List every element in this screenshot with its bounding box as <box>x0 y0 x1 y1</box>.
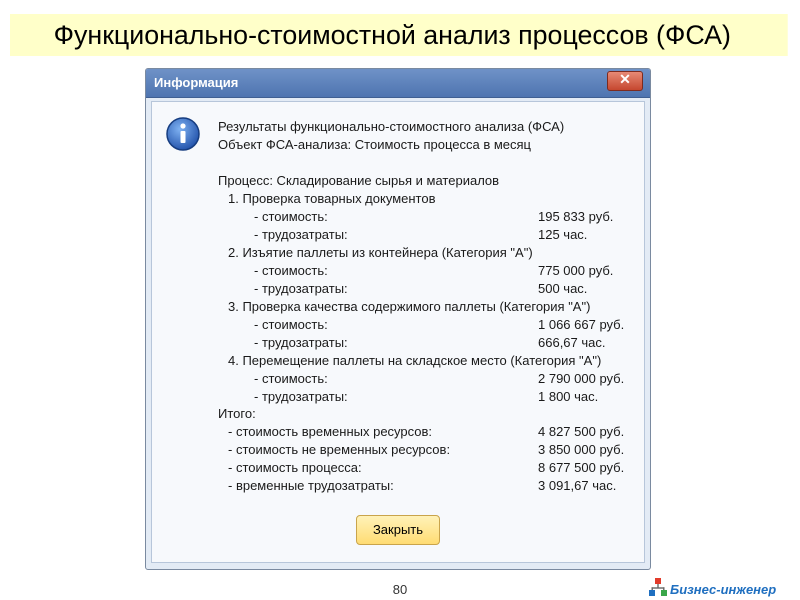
message-value: 2 790 000 руб. <box>538 371 625 386</box>
message-value: 666,67 час. <box>538 335 606 350</box>
message-line: - стоимость временных ресурсов: <box>228 424 433 439</box>
brand-name: Бизнес-инженер <box>670 582 777 597</box>
dialog-close-button[interactable] <box>607 71 643 91</box>
message-line: 3. Проверка качества содержимого паллеты (Категория "А") <box>228 299 591 314</box>
message-line: 4. Перемещение паллеты на складское место (Категория "А") <box>228 353 602 368</box>
page-number: 80 <box>392 582 408 597</box>
message-line: Итого: <box>218 406 256 421</box>
message-value: 775 000 руб. <box>538 263 614 278</box>
message-value: 125 час. <box>538 227 588 242</box>
info-icon <box>165 116 201 152</box>
message-line: - трудозатраты: <box>254 335 348 350</box>
message-value: 8 677 500 руб. <box>538 460 625 475</box>
message-line: 1. Проверка товарных документов <box>228 191 436 206</box>
message-line: - стоимость: <box>254 371 328 386</box>
dialog-title: Информация <box>154 75 239 90</box>
message-line: - трудозатраты: <box>254 281 348 296</box>
message-line: - стоимость: <box>254 209 328 224</box>
close-dialog-button[interactable]: Закрыть <box>356 515 440 545</box>
message-line: Объект ФСА-анализа: Стоимость процесса в месяц <box>218 137 532 152</box>
message-line: - стоимость не временных ресурсов: <box>228 442 451 457</box>
slide-title: Функционально-стоимостной анализ процессов (ФСА) <box>10 14 788 56</box>
message-line: Процесс: Складирование сырья и материалов <box>218 173 500 188</box>
message-value: 1 066 667 руб. <box>538 317 625 332</box>
message-line: - трудозатраты: <box>254 389 348 404</box>
message-value: 195 833 руб. <box>538 209 614 224</box>
message-value: 1 800 час. <box>538 389 599 404</box>
message-line: - стоимость: <box>254 317 328 332</box>
brand-logo-icon <box>648 577 668 597</box>
message-value: 3 850 000 руб. <box>538 442 625 457</box>
message-value: 500 час. <box>538 281 588 296</box>
message-line: - трудозатраты: <box>254 227 348 242</box>
message-value: 3 091,67 час. <box>538 478 617 493</box>
message-line: - временные трудозатраты: <box>228 478 394 493</box>
message-line: - стоимость: <box>254 263 328 278</box>
close-icon: ✕ <box>619 71 631 87</box>
message-line: Результаты функционально-стоимостного анализа (ФСА) <box>218 119 565 134</box>
message-line: - стоимость процесса: <box>228 460 362 475</box>
message-line: 2. Изъятие паллеты из контейнера (Категория "А") <box>228 245 533 260</box>
message-value: 4 827 500 руб. <box>538 424 625 439</box>
dialog-titlebar[interactable] <box>146 69 650 98</box>
